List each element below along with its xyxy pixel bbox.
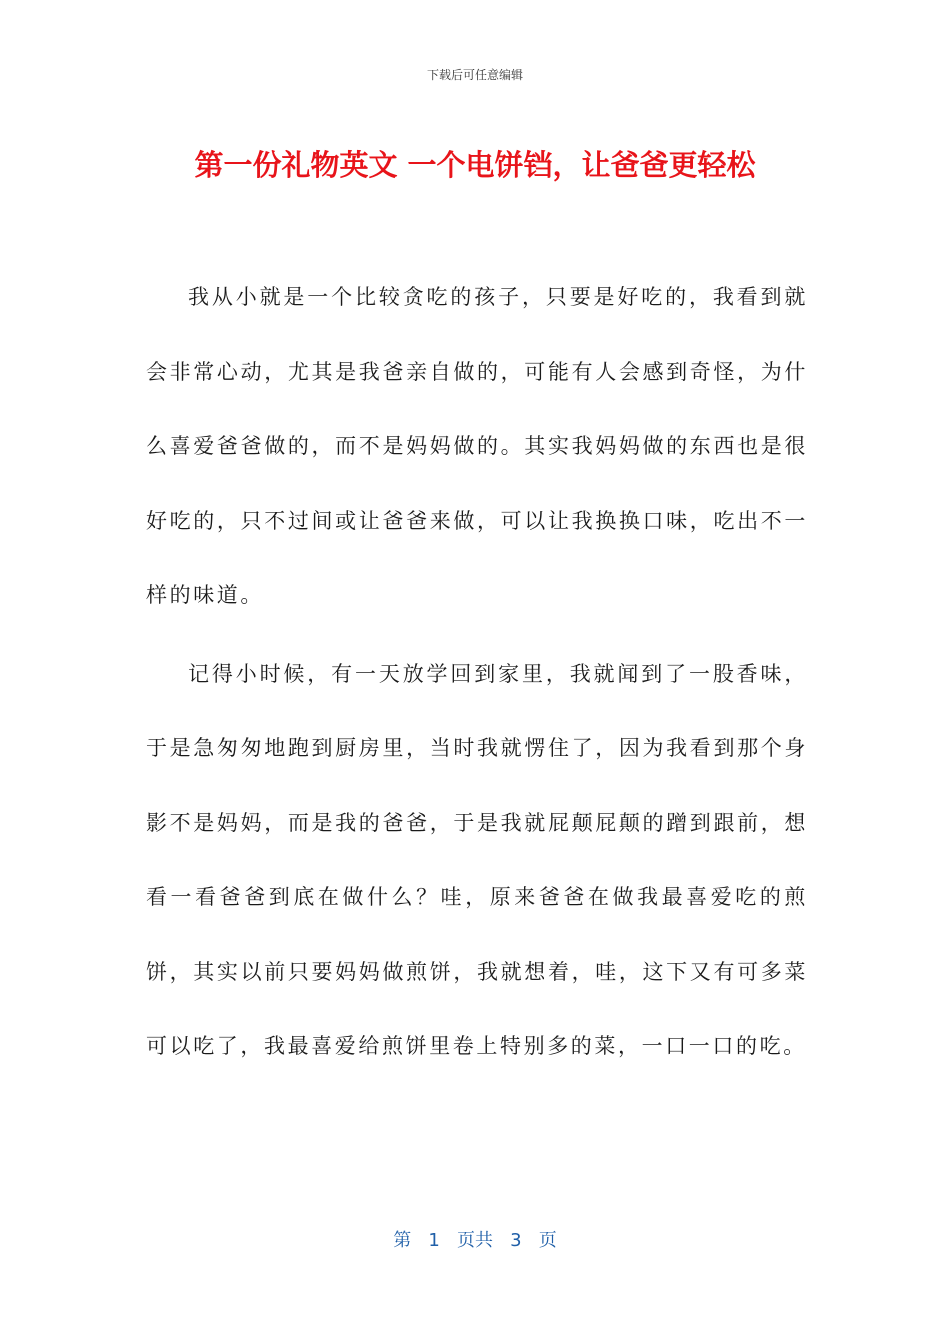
footer-prefix: 第 [393,1230,412,1251]
page-footer [0,1226,950,1252]
paragraph-1: 我从小就是一个比较贪吃的孩子，只要是好吃的，我看到就会非常心动，尤其是我爸亲自做的，可能有人会感到奇怪，为什么喜爱爸爸做的，而不是妈妈做的。其实我妈妈做的东西也是很好吃的，只不过间或让爸爸来做，可以让我换换口味，吃出不一样的味道。 [146,285,808,607]
footer-total-pages: 3 [510,1230,522,1251]
footer-current-page: 1 [428,1230,440,1251]
document-title: 第一份礼物英文 一个电饼铛，让爸爸更轻松 [194,148,756,182]
paragraph-2: 记得小时候，有一天放学回到家里，我就闻到了一股香味，于是急匆匆地跑到厨房里，当时我就愣住了，因为我看到那个身影不是妈妈，而是我的爸爸，于是我就屁颠屁颠的蹭到跟前，想看一看爸爸到底在做什么？哇，原来爸爸在做我最喜爱吃的煎饼，其实以前只要妈妈做煎饼，我就想着，哇，这下又有可多菜可以吃了，我最喜爱给煎饼里卷上特别多的菜，一口一口的吃。 [146,661,808,1058]
document-body [146,260,808,1088]
footer-suffix: 页 [538,1230,557,1251]
footer-middle: 页共 [457,1230,493,1251]
header-note: 下载后可任意编辑 [426,68,523,82]
